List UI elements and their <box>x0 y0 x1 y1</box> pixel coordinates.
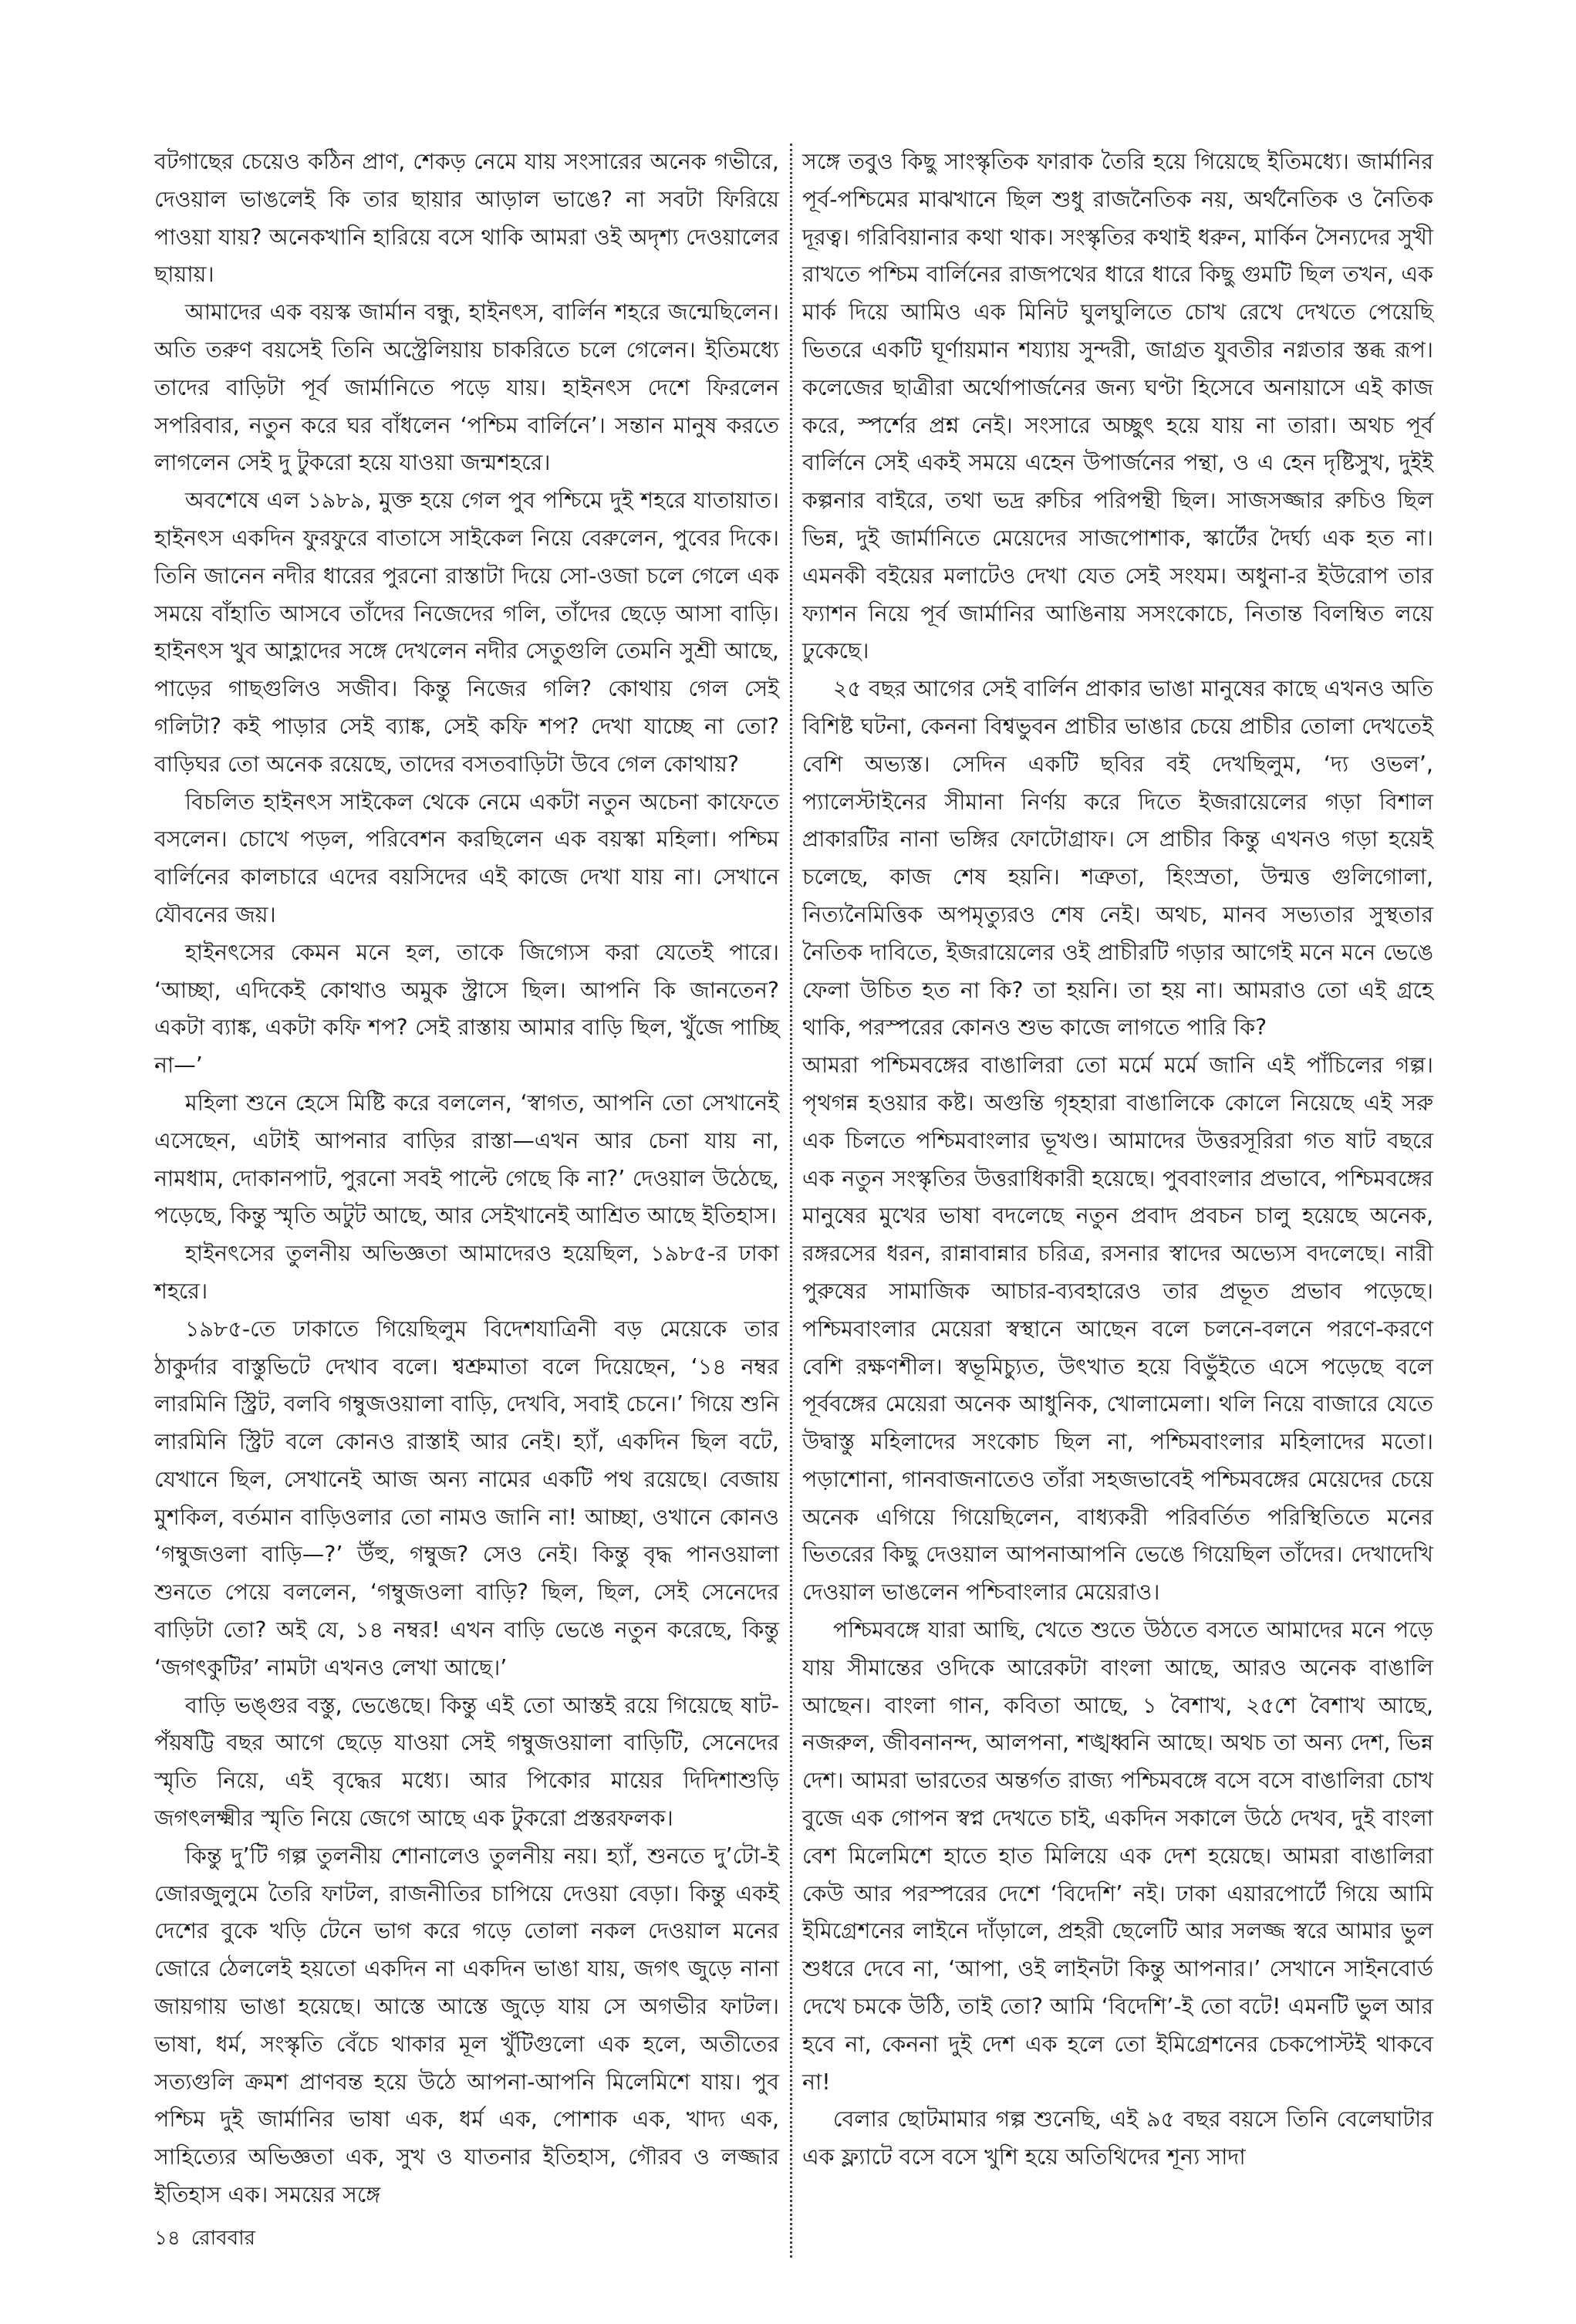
page-number: ১৪ <box>154 2227 181 2250</box>
paragraph: বিচলিত হাইনৎস সাইকেল থেকে নেমে একটা নতুন অচেনা কাফেতে বসলেন। চোখে পড়ল, পরিবেশন করছিলেন এক বয়স্কা মহিলা। পশ্চিম বার্লিনের কালচারে এদের বয়সিদের এই কাজে দেখা যায় না। সেখানে যৌবনের জয়। <box>154 789 779 927</box>
paragraph: আমরা পশ্চিমবঙ্গের বাঙালিরা তো মর্মে মর্মে জানি এই পাঁচিলের গল্প। পৃথগন্ন হওয়ার কষ্ট। অগুন্তি গৃহহারা বাঙালিকে কোলে নিয়েছে এই সরু এক চিলতে পশ্চিমবাংলার ভূখণ্ড। আমাদের উত্তরসূরিরা গত ষাট বছরে এক নতুন সংস্কৃতির উত্তরাধিকারী হয়েছে। পুববাংলার প্রভাবে, পশ্চিমবঙ্গের মানুষের মুখের ভাষা বদলেছে নতুন প্রবাদ প্রবচন চালু হয়েছে অনেক, রঙ্গরসের ধরন, রান্নাবান্নার চরিত্র, রসনার স্বাদের অভ্যেস বদলেছে। নারী পুরুষের সামাজিক আচার-ব্যবহারেও তার প্রভূত প্রভাব পড়েছে। পশ্চিমবাংলার মেয়েরা স্বস্থানে আছেন বলে চলনে-বলনে পরণে-করণে বেশি রক্ষণশীল। স্বভূমিচ্যুত, উৎখাত হয়ে বিভুঁইতে এসে পড়েছে বলে পূর্ববঙ্গের মেয়েরা অনেক আধুনিক, খোলামেলা। থলি নিয়ে বাজারে যেতে উদ্বাস্তু মহিলাদের সংকোচ ছিল না, পশ্চিমবাংলার মহিলাদের মতো। পড়াশোনা, গানবাজনাতেও তাঁরা সহজভাবেই পশ্চিমবঙ্গের মেয়েদের চেয়ে অনেক এগিয়ে গিয়েছিলেন, বাধ্যকরী পরিবর্তিত পরিস্থিতিতে মনের ভিতরের কিছু দেওয়াল আপনাআপনি ভেঙে গিয়েছিল তাঁদের। দেখাদেখি দেওয়াল ভাঙলেন পশ্চিবাংলার মেয়েরাও। <box>802 1052 1433 1606</box>
column-divider <box>790 144 792 2258</box>
article-column-left <box>154 144 779 2208</box>
magazine-name: রোববার <box>191 2227 255 2250</box>
paragraph: হাইনৎসের কেমন মনে হল, তাকে জিগ্যেস করা যেতেই পারে। ‘আচ্ছা, এদিকেই কোথাও অমুক স্ট্রাসে ছিল। আপনি কি জানতেন? একটা ব্যাঙ্ক, একটা কফি শপ? সেই রাস্তায় আমার বাড়ি ছিল, খুঁজে পাচ্ছি না—’ <box>154 939 779 1079</box>
paragraph: বটগাছের চেয়েও কঠিন প্রাণ, শেকড় নেমে যায় সংসারের অনেক গভীরে, দেওয়াল ভাঙলেই কি তার ছায়ার আড়াল ভাঙে? না সবটা ফিরিয়ে পাওয়া যায়? অনেকখানি হারিয়ে বসে থাকি আমরা ওই অদৃশ্য দেওয়ালের ছায়ায়। <box>154 149 779 288</box>
paragraph: ১৯৮৫-তে ঢাকাতে গিয়েছিলুম বিদেশযাত্রিনী বড় মেয়েকে তার ঠাকুর্দার বাস্তুভিটে দেখাব বলে। শ্বশ্রুমাতা বলে দিয়েছেন, ‘১৪ নম্বর লারমিনি স্ট্রিট, বলবি গম্বুজওয়ালা বাড়ি, দেখবি, সবাই চেনে।’ গিয়ে শুনি লারমিনি স্ট্রিট বলে কোনও রাস্তাই আর নেই। হ্যাঁ, একদিন ছিল বটে, যেখানে ছিল, সেখানেই আজ অন্য নামের একটি পথ রয়েছে। বেজায় মুশকিল, বর্তমান বাড়িওলার তো নামও জানি না! আচ্ছা, ওখানে কোনও ‘গম্বুজওলা বাড়ি—?’ উঁহু, গম্বুজ? সেও নেই। কিন্তু বৃদ্ধ পানওয়ালা শুনতে পেয়ে বললেন, ‘গম্বুজওলা বাড়ি? ছিল, ছিল, সেই সেনেদের বাড়িটা তো? অই যে, ১৪ নম্বর! এখন বাড়ি ভেঙে নতুন করেছে, কিন্তু ‘জগৎকুটির’ নামটা এখনও লেখা আছে।’ <box>154 1316 779 1681</box>
paragraph: বাড়ি ভঙ্গুর বস্তু, ভেঙেছে। কিন্তু এই তো আস্তই রয়ে গিয়েছে ষাট-পঁয়ষট্টি বছর আগে ছেড়ে যাওয়া সেই গম্বুজওয়ালা বাড়িটি, সেনেদের স্মৃতি নিয়ে, এই বৃদ্ধের মধ্যে। আর পিকোর মায়ের দিদিশাশুড়ি জগৎলক্ষ্মীর স্মৃতি নিয়ে জেগে আছে এক টুকরো প্রস্তরফলক। <box>154 1692 779 1832</box>
article-column-right <box>802 144 1433 2174</box>
page-footer <box>154 2222 255 2256</box>
paragraph: পশ্চিমবঙ্গে যারা আছি, খেতে শুতে উঠতে বসতে আমাদের মনে পড়ে যায় সীমান্তের ওদিকে আরেকটা বাংলা আছে, আরও অনেক বাঙালি আছেন। বাংলা গান, কবিতা আছে, ১ বৈশাখ, ২৫শে বৈশাখ আছে, নজরুল, জীবনানন্দ, আলপনা, শঙ্খধ্বনি আছে। অথচ তা অন্য দেশ, ভিন্ন দেশ। আমরা ভারতের অন্তর্গত রাজ্য পশ্চিমবঙ্গে বসে বসে বাঙালিরা চোখ বুজে এক গোপন স্বপ্ন দেখতে চাই, একদিন সকালে উঠে দেখব, দুই বাংলা বেশ মিলেমিশে হাতে হাত মিলিয়ে এক দেশ হয়েছে। আমরা বাঙালিরা কেউ আর পরস্পরের দেশে ‘বিদেশি’ নই। ঢাকা এয়ারপোর্টে গিয়ে আমি ইমিগ্রেশনের লাইনে দাঁড়ালে, প্রহরী ছেলেটি আর সলজ্জ স্বরে আমার ভুল শুধরে দেবে না, ‘আপা, ওই লাইনটা কিন্তু আপনার।’ সেখানে সাইনবোর্ড দেখে চমকে উঠি, তাই তো? আমি ‘বিদেশি’-ই তো বটে! এমনটি ভুল আর হবে না, কেননা দুই দেশ এক হলে তো ইমিগ্রেশনের চেকপোস্টই থাকবে না! <box>802 1617 1433 2095</box>
paragraph: কিন্তু দু’টি গল্প তুলনীয় শোনালেও তুলনীয় নয়। হ্যাঁ, শুনতে দু’টো-ই জোরজুলুমে তৈরি ফাটল, রাজনীতির চাপিয়ে দেওয়া বেড়া। কিন্তু একই দেশের বুকে খড়ি টেনে ভাগ করে গড়ে তোলা নকল দেওয়াল মনের জোরে ঠেললেই হয়তো একদিন না একদিন ভাঙা যায়, জগৎ জুড়ে নানা জায়গায় ভাঙা হয়েছে। আস্তে আস্তে জুড়ে যায় সে অগভীর ফাটল। ভাষা, ধর্ম, সংস্কৃতি বেঁচে থাকার মূল খুঁটিগুলো এক হলে, অতীতের সত্যগুলি ক্রমশ প্রাণবন্ত হয়ে উঠে আপনা-আপনি মিলেমিশে যায়। পুব পশ্চিম দুই জার্মানির ভাষা এক, ধর্ম এক, পোশাক এক, খাদ্য এক, সাহিত্যের অভিজ্ঞতা এক, সুখ ও যাতনার ইতিহাস, গৌরব ও লজ্জার ইতিহাস এক। সময়ের সঙ্গে <box>154 1843 779 2208</box>
paragraph: হাইনৎসের তুলনীয় অভিজ্ঞতা আমাদেরও হয়েছিল, ১৯৮৫-র ঢাকা শহরে। <box>154 1241 779 1304</box>
paragraph: ২৫ বছর আগের সেই বার্লিন প্রাকার ভাঙা মানুষের কাছে এখনও অতি বিশিষ্ট ঘটনা, কেননা বিশ্বভুবন প্রাচীর ভাঙার চেয়ে প্রাচীর তোলা দেখতেই বেশি অভ্যস্ত। সেদিন একটি ছবির বই দেখছিলুম, ‘দ্য ওভল’, প্যালেস্টাইনের সীমানা নির্ণয় করে দিতে ইজরায়েলের গড়া বিশাল প্রাকারটির নানা ভঙ্গির ফোটোগ্রাফ। সে প্রাচীর কিন্তু এখনও গড়া হয়েই চলেছে, কাজ শেষ হয়নি। শত্রুতা, হিংস্রতা, উন্মত্ত গুলিগোলা, নিত্যনৈমিত্তিক অপমৃত্যুরও শেষ নেই। অথচ, মানব সভ্যতার সুস্থতার নৈতিক দাবিতে, ইজরায়েলের ওই প্রাচীরটি গড়ার আগেই মনে মনে ভেঙে ফেলা উচিত হত না কি? তা হয়নি। তা হয় না। আমরাও তো এই গ্রহে থাকি, পরস্পরের কোনও শুভ কাজে লাগতে পারি কি? <box>802 676 1433 1041</box>
paragraph: সঙ্গে তবুও কিছু সাংস্কৃতিক ফারাক তৈরি হয়ে গিয়েছে ইতিমধ্যে। জার্মানির পূর্ব-পশ্চিমের মাঝখানে ছিল শুধু রাজনৈতিক নয়, অর্থনৈতিক ও নৈতিক দূরত্ব। গরিবিয়ানার কথা থাক। সংস্কৃতির কথাই ধরুন, মার্কিন সৈন্যদের সুখী রাখতে পশ্চিম বার্লিনের রাজপথের ধারে ধারে কিছু গুমটি ছিল তখন, এক মার্ক দিয়ে আমিও এক মিনিট ঘুলঘুলিতে চোখ রেখে দেখতে পেয়েছি ভিতরে একটি ঘূর্ণায়মান শয্যায় সুন্দরী, জাগ্রত যুবতীর নগ্নতার স্তব্ধ রূপ। কলেজের ছাত্রীরা অর্থোপার্জনের জন্য ঘণ্টা হিসেবে অনায়াসে এই কাজ করে, স্পর্শের প্রশ্ন নেই। সংসারে অচ্ছুৎ হয়ে যায় না তারা। অথচ পূর্ব বার্লিনে সেই একই সময়ে এহেন উপার্জনের পন্থা, ও এ হেন দৃষ্টিসুখ, দুইই কল্পনার বাইরে, তথা ভদ্র রুচির পরিপন্থী ছিল। সাজসজ্জার রুচিও ছিল ভিন্ন, দুই জার্মানিতে মেয়েদের সাজপোশাক, স্কার্টের দৈর্ঘ্য এক হত না। এমনকী বইয়ের মলাটেও দেখা যেত সেই সংযম। অধুনা-র ইউরোপ তার ফ্যাশন নিয়ে পূর্ব জার্মানির আঙিনায় সসংকোচে, নিতান্ত বিলম্বিত লয়ে ঢুকেছে। <box>802 149 1433 664</box>
paragraph: আমাদের এক বয়স্ক জার্মান বন্ধু, হাইনৎস, বার্লিন শহরে জন্মেছিলেন। অতি তরুণ বয়সেই তিনি অস্ট্রেলিয়ায় চাকরিতে চলে গেলেন। ইতিমধ্যে তাদের বাড়িটা পূর্ব জার্মানিতে পড়ে যায়। হাইনৎস দেশে ফিরলেন সপরিবার, নতুন করে ঘর বাঁধলেন ‘পশ্চিম বার্লিনে’। সন্তান মানুষ করতে লাগলেন সেই দু টুকরো হয়ে যাওয়া জন্মশহরে। <box>154 299 779 476</box>
paragraph: অবশেষে এল ১৯৮৯, মুক্ত হয়ে গেল পুব পশ্চিমে দুই শহরে যাতায়াত। হাইনৎস একদিন ফুরফুরে বাতাসে সাইকেল নিয়ে বেরুলেন, পুবের দিকে। তিনি জানেন নদীর ধারের পুরনো রাস্তাটা দিয়ে সো-ওজা চলে গেলে এক সময়ে বাঁহাতি আসবে তাঁদের নিজেদের গলি, তাঁদের ছেড়ে আসা বাড়ি। হাইনৎস খুব আহ্লাদের সঙ্গে দেখলেন নদীর সেতুগুলি তেমনি সুশ্রী আছে, পাড়ের গাছগুলিও সজীব। কিন্তু নিজের গলি? কোথায় গেল সেই গলিটা? কই পাড়ার সেই ব্যাঙ্ক, সেই কফি শপ? দেখা যাচ্ছে না তো? বাড়িঘর তো অনেক রয়েছে, তাদের বসতবাড়িটা উবে গেল কোথায়? <box>154 488 779 777</box>
paragraph: মহিলা শুনে হেসে মিষ্টি করে বললেন, ‘স্বাগত, আপনি তো সেখানেই এসেছেন, এটাই আপনার বাড়ির রাস্তা—এখন আর চেনা যায় না, নামধাম, দোকানপাট, পুরনো সবই পাল্টে গেছে কি না?’ দেওয়াল উঠেছে, পড়েছে, কিন্তু স্মৃতি অটুট আছে, আর সেইখানেই আশ্রিত আছে ইতিহাস। <box>154 1089 779 1229</box>
paragraph: বেলার ছোটমামার গল্প শুনেছি, এই ৯৫ বছর বয়সে তিনি বেলেঘাটার এক ফ্ল্যাটে বসে বসে খুশি হয়ে অতিথিদের শূন্য সাদা <box>802 2106 1433 2170</box>
